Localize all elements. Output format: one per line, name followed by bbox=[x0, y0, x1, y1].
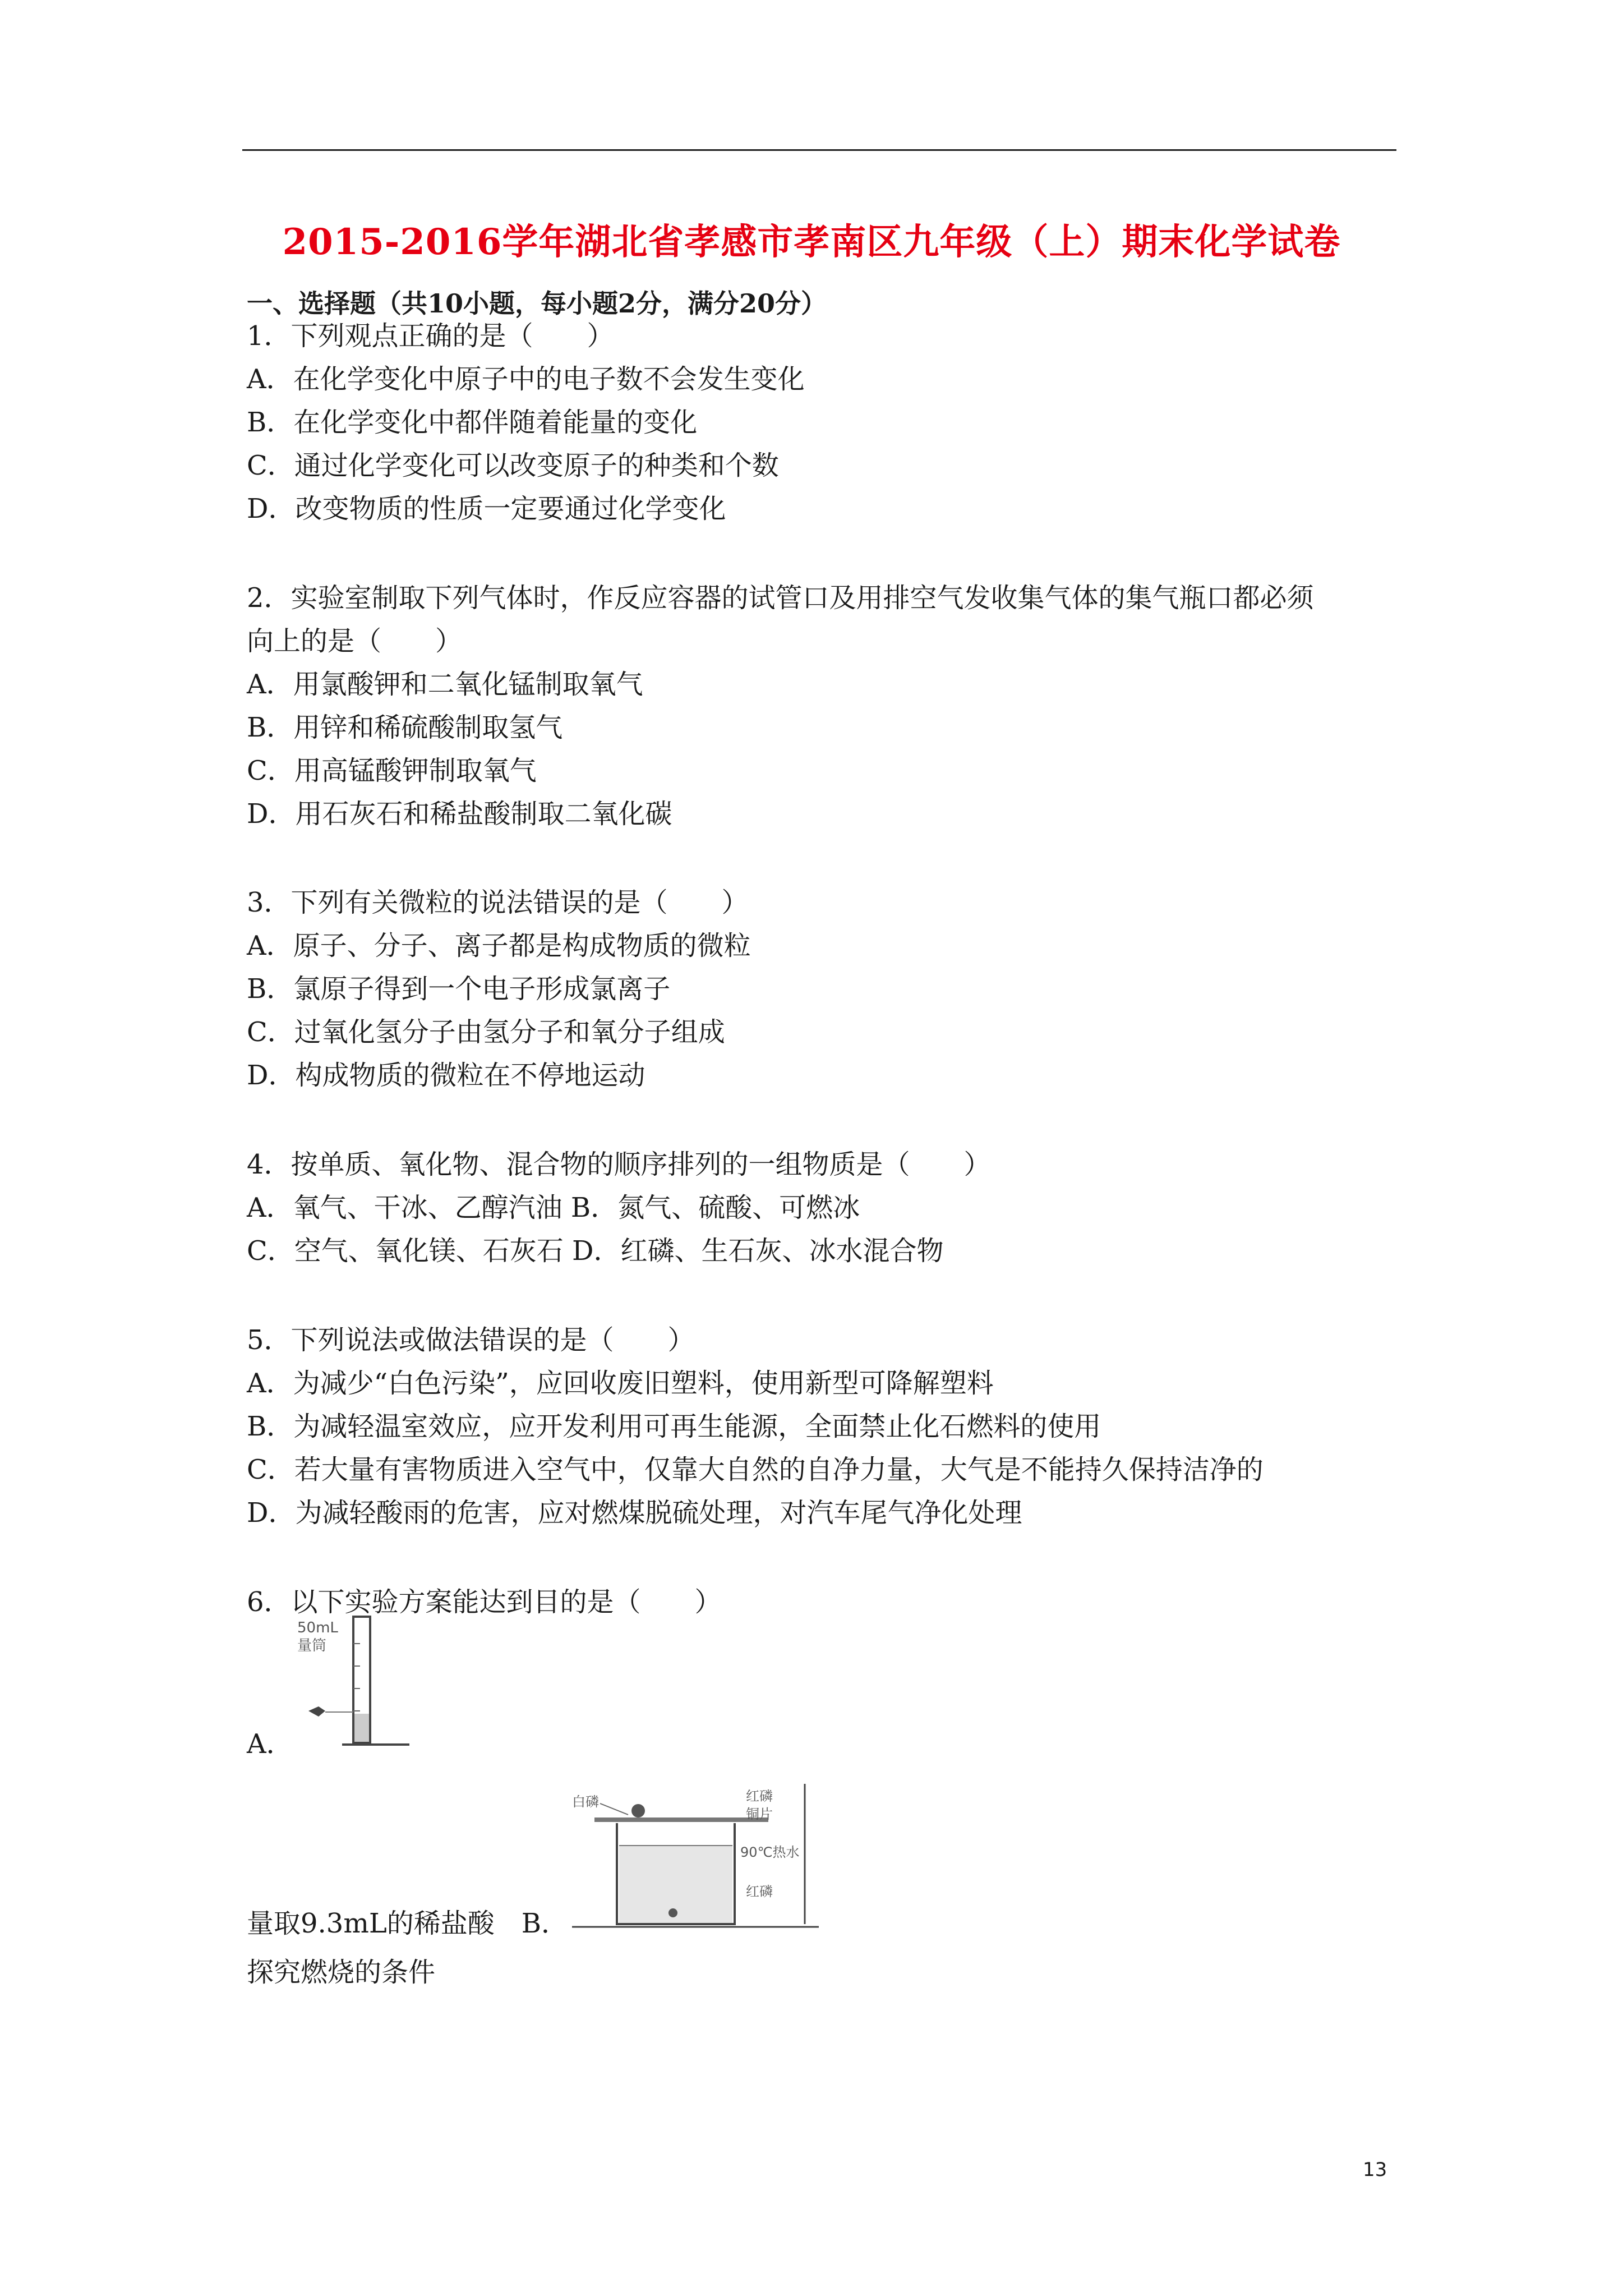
beaker-label-red-phosphorus-bottom: 红磷 bbox=[746, 1884, 773, 1899]
cylinder-label-name: 量筒 bbox=[297, 1637, 327, 1654]
q2-stem-line1: 2．实验室制取下列气体时，作反应容器的试管口及用排空气发收集气体的集气瓶口都必须 bbox=[247, 582, 1314, 614]
eye-icon bbox=[308, 1706, 325, 1717]
beaker-label-copper-plate: 铜片 bbox=[746, 1806, 773, 1822]
q6-option-a-label: A． bbox=[247, 1728, 293, 1760]
q1-option-b: B．在化学变化中都伴随着能量的变化 bbox=[247, 407, 698, 438]
q6-stem: 6．以下实验方案能达到目的是（ ） bbox=[247, 1586, 722, 1618]
q5-option-c: C．若大量有害物质进入空气中，仅靠大自然的自净力量，大气是不能持久保持洁净的 bbox=[247, 1454, 1264, 1485]
q3-option-c: C．过氧化氢分子由氢分子和氧分子组成 bbox=[247, 1016, 725, 1048]
q1-option-c: C．通过化学变化可以改变原子的种类和个数 bbox=[247, 450, 779, 481]
q2-stem-line2: 向上的是（ ） bbox=[247, 625, 463, 657]
graduated-cylinder-figure bbox=[292, 1610, 415, 1756]
q2-option-d: D．用石灰石和稀盐酸制取二氧化碳 bbox=[247, 798, 672, 830]
q5-option-a: A．为减少“白色污染”，应回收废旧塑料，使用新型可降解塑料 bbox=[247, 1368, 994, 1399]
beaker-label-hot-water: 90℃热水 bbox=[740, 1844, 800, 1860]
q3-option-d: D．构成物质的微粒在不停地运动 bbox=[247, 1060, 645, 1091]
q4-stem: 4．按单质、氧化物、混合物的顺序排列的一组物质是（ ） bbox=[247, 1149, 991, 1180]
q5-option-d: D．为减轻酸雨的危害，应对燃煤脱硫处理，对汽车尾气净化处理 bbox=[247, 1497, 1022, 1529]
q2-option-a: A．用氯酸钾和二氧化锰制取氧气 bbox=[247, 669, 643, 700]
q1-stem: 1．下列观点正确的是（ ） bbox=[247, 320, 614, 352]
page-number: 13 bbox=[1363, 2159, 1387, 2181]
header-rule bbox=[242, 149, 1396, 151]
q2-option-b: B．用锌和稀硫酸制取氢气 bbox=[247, 712, 563, 743]
q5-option-b: B．为减轻温室效应，应开发利用可再生能源，全面禁止化石燃料的使用 bbox=[247, 1411, 1101, 1442]
q6-option-a-text-b-label: 量取9.3mL的稀盐酸 B． bbox=[247, 1908, 569, 1939]
q3-option-a: A．原子、分子、离子都是构成物质的微粒 bbox=[247, 930, 751, 961]
q4-options-cd: C．空气、氧化镁、石灰石 D．红磷、生石灰、冰水混合物 bbox=[247, 1235, 944, 1267]
q4-options-ab: A．氧气、干冰、乙醇汽油 B．氮气、硫酸、可燃冰 bbox=[247, 1192, 860, 1223]
cylinder-label-volume: 50mL bbox=[297, 1619, 338, 1636]
q5-stem: 5．下列说法或做法错误的是（ ） bbox=[247, 1324, 695, 1356]
q6-option-b-text: 探究燃烧的条件 bbox=[247, 1957, 436, 1988]
page-title: 2015-2016学年湖北省孝感市孝南区九年级（上）期末化学试卷 bbox=[282, 221, 1341, 263]
section-heading: 一、选择题（共10小题，每小题2分，满分20分） bbox=[247, 288, 827, 319]
beaker-label-white-phosphorus: 白磷 bbox=[572, 1794, 599, 1810]
q3-option-b: B．氯原子得到一个电子形成氯离子 bbox=[247, 973, 671, 1005]
q1-option-d: D．改变物质的性质一定要通过化学变化 bbox=[247, 493, 726, 524]
combustion-beaker-figure bbox=[572, 1784, 824, 1935]
q2-option-c: C．用高锰酸钾制取氧气 bbox=[247, 755, 537, 786]
q3-stem: 3．下列有关微粒的说法错误的是（ ） bbox=[247, 887, 749, 918]
q1-option-a: A．在化学变化中原子中的电子数不会发生变化 bbox=[247, 364, 805, 395]
beaker-label-red-phosphorus-top: 红磷 bbox=[746, 1788, 773, 1804]
